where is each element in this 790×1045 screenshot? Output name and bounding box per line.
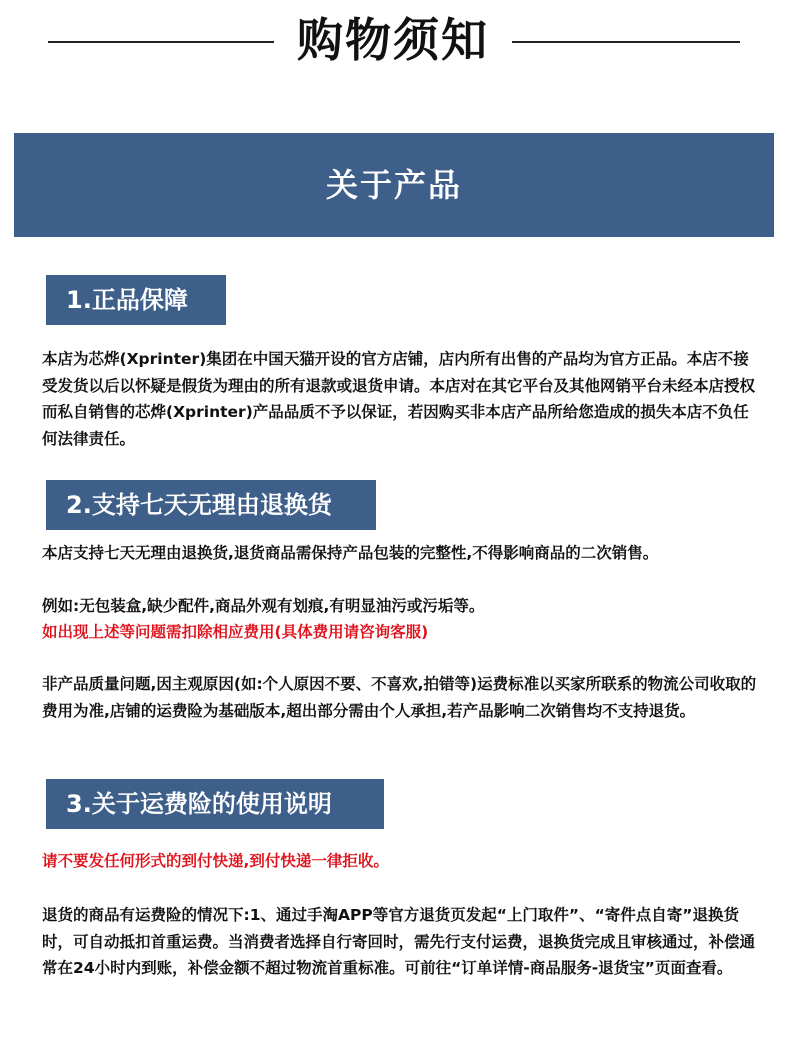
returns-example-text: 例如:无包装盒,缺少配件,商品外观有划痕,有明显油污或污垢等。 [42,597,485,615]
title-divider-right [512,41,740,43]
returns-policy-text: 本店支持七天无理由退换货,退货商品需保持产品包装的完整性,不得影响商品的二次销售。 [42,544,659,562]
returns-fee-warning: 如出现上述等问题需扣除相应费用(具体费用请咨询客服) [42,623,429,641]
section-banner: 关于产品 [14,133,774,237]
returns-shipping-text: 非产品质量问题,因主观原因(如:个人原因不要、不喜欢,拍错等)运费标准以买家所联系的物流公司收取的费用为准,店铺的运费险为基础版本,超出部分需由个人承担,若产品影响二次销售均不支持退货。 [42,675,757,720]
page-title: 购物须知 [297,13,489,67]
section-heading-authentic: 1.正品保障 [46,275,226,325]
cod-refusal-warning: 请不要发任何形式的到付快递,到付快递一律拒收。 [42,852,389,870]
title-divider-left [48,41,274,43]
page-header [0,0,790,90]
section-heading-shipping-insurance: 3.关于运费险的使用说明 [46,779,384,829]
shipping-insurance-text: 退货的商品有运费险的情况下:1、通过手淘APP等官方退货页发起“上门取件”、“寄件点自寄”退换货时，可自动抵扣首重运费。当消费者选择自行寄回时，需先行支付运费，退换货完成且审核通过，补偿通常在24小时内到账，补偿金额不超过物流首重标准。可前往“订单详情-商品服务-退货宝”页面查看。 [42,906,756,977]
section-heading-returns: 2.支持七天无理由退换货 [46,480,376,530]
authentic-guarantee-text: 本店为芯烨(Xprinter)集团在中国天猫开设的官方店铺，店内所有出售的产品均为官方正品。本店不接受发货以后以怀疑是假货为理由的所有退款或退货申请。本店对在其它平台及其他网销平台未经本店授权而私自销售的芯烨(Xprinter)产品品质不予以保证，若因购买非本店产品所给您造成的损失本店不负任何法律责任。 [42,350,756,448]
